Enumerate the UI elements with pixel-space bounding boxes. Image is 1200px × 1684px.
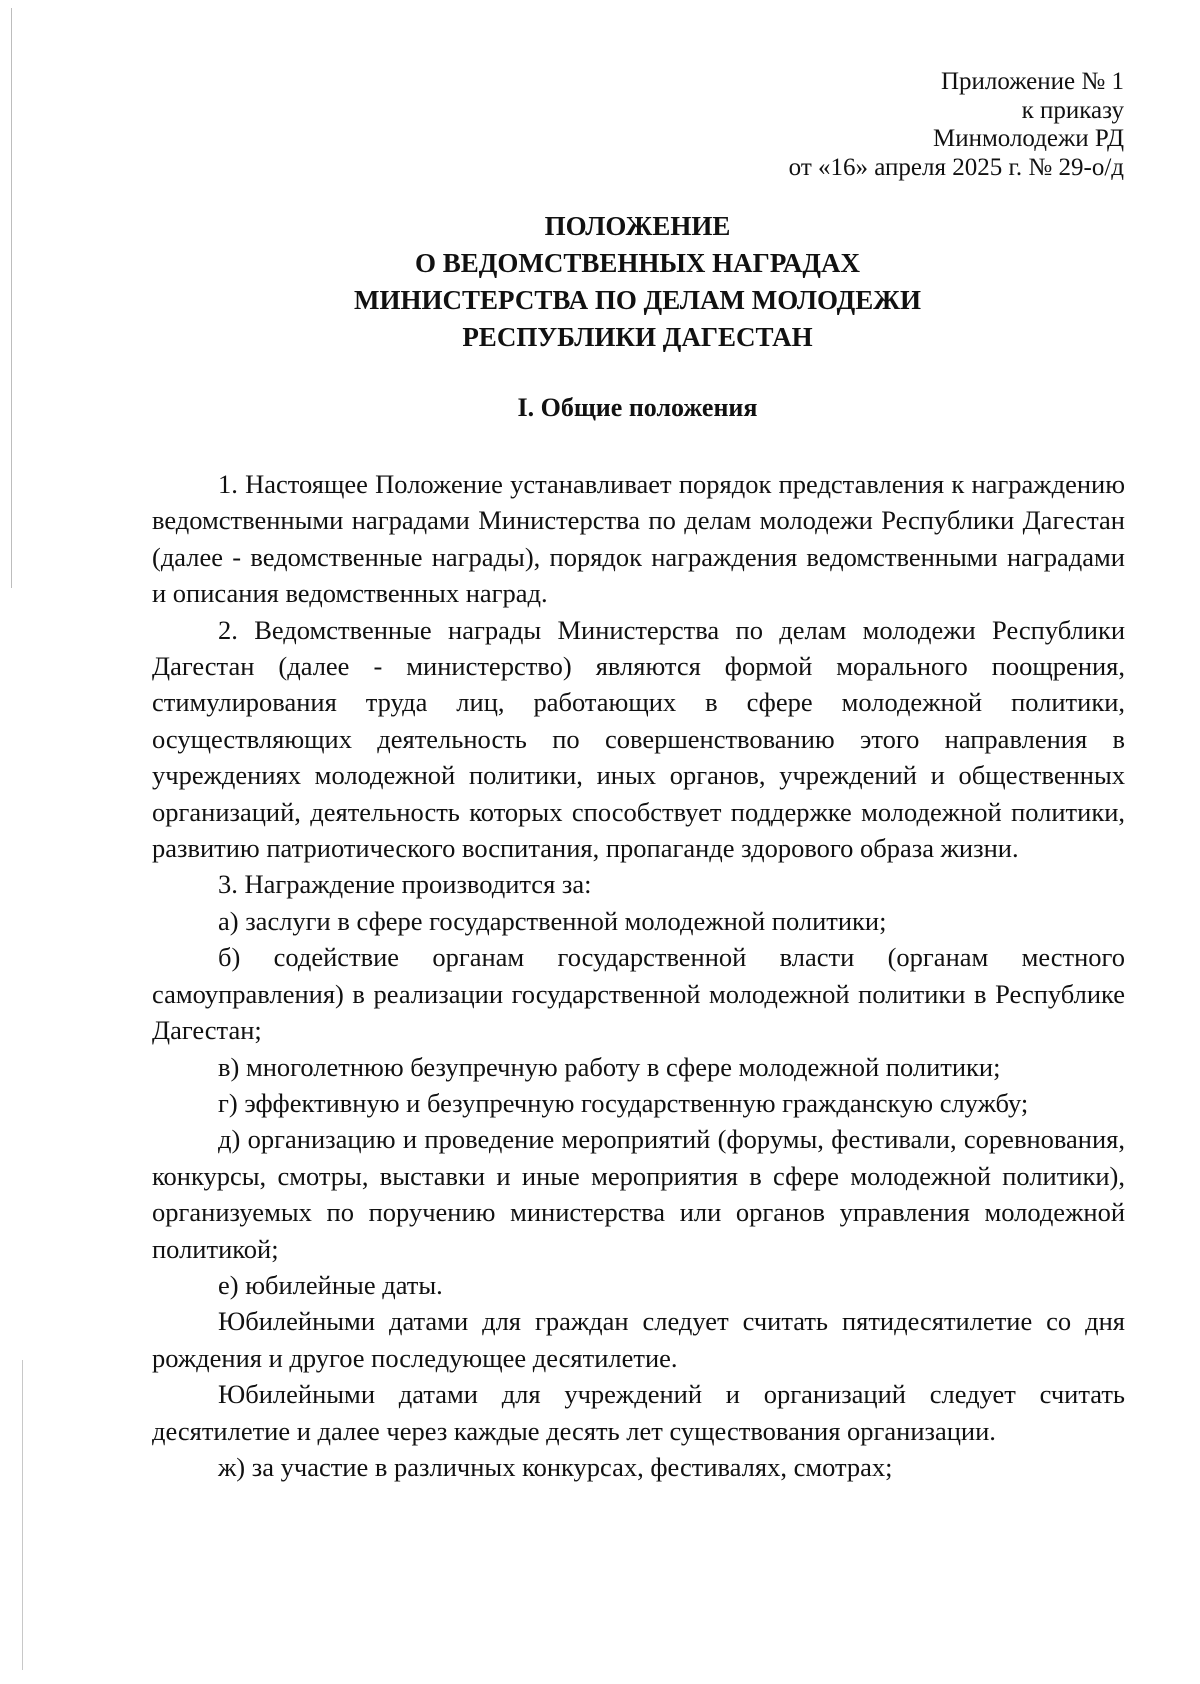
- paragraph-1: 1. Настоящее Положение устанавливает порядок представления к награждению ведомственными наградами Министерства по делам молодежи Республики Дагестан (далее - ведомственные награды), порядок награждения ведомственными наградами и описания ведомственных наград.: [152, 469, 1125, 609]
- jubilee-citizens-paragraph: Юбилейными датами для граждан следует считать пятидесятилетие со дня рождения и другое последующее десятилетие.: [152, 1306, 1125, 1373]
- list-item-zh: ж) за участие в различных конкурсах, фестивалях, смотрах;: [218, 1451, 893, 1482]
- scan-edge-line: [22, 1360, 23, 1670]
- section-body: [152, 466, 1125, 1485]
- list-item-v: в) многолетнюю безупречную работу в сфере молодежной политики;: [218, 1051, 1001, 1082]
- section-heading: I. Общие положения: [517, 393, 758, 422]
- title-line: ПОЛОЖЕНИЕ: [544, 211, 731, 241]
- paragraph-3: 3. Награждение производится за:: [218, 869, 592, 900]
- appendix-reference: [789, 68, 1124, 182]
- list-item-a: а) заслуги в сфере государственной молодежной политики;: [218, 905, 887, 936]
- list-item-g: г) эффективную и безупречную государственную гражданскую службу;: [218, 1087, 1029, 1118]
- scan-edge-line: [11, 8, 12, 588]
- paragraph-2: 2. Ведомственные награды Министерства по делам молодежи Республики Дагестан (далее - министерство) являются формой морального поощрения, стимулирования труда лиц, работающих в сфере молодежной политики, осуществляющих деятельность по совершенствованию этого направления в учреждениях молодежной политики, иных органов, учреждений и общественных организаций, деятельность которых способствует поддержке молодежной политики, развитию патриотического воспитания, пропаганде здорового образа жизни.: [152, 614, 1125, 864]
- title-line: РЕСПУБЛИКИ ДАГЕСТАН: [462, 322, 813, 352]
- title-line: О ВЕДОМСТВЕННЫХ НАГРАДАХ: [415, 248, 860, 278]
- appendix-order-label: к приказу: [1021, 96, 1124, 124]
- appendix-ministry: Минмолодежи РД: [932, 125, 1124, 152]
- document-title: [150, 208, 1125, 356]
- appendix-date-number: от «16» апреля 2025 г. № 29-о/д: [788, 153, 1124, 181]
- list-item-d: д) организацию и проведение мероприятий (форумы, фестивали, соревнования, конкурсы, смотры, выставки и иные мероприятия в сфере молодежной политики), организуемых по поручению министерства или органов управления молодежной политикой;: [152, 1124, 1125, 1264]
- list-item-b: б) содействие органам государственной власти (органам местного самоуправления) в реализации государственной молодежной политики в Республике Дагестан;: [152, 942, 1125, 1046]
- appendix-number: Приложение № 1: [940, 68, 1124, 95]
- jubilee-orgs-paragraph: Юбилейными датами для учреждений и организаций следует считать десятилетие и далее через каждые десять лет существования организации.: [152, 1379, 1125, 1446]
- list-item-e: е) юбилейные даты.: [218, 1269, 443, 1300]
- title-line: МИНИСТЕРСТВА ПО ДЕЛАМ МОЛОДЕЖИ: [354, 285, 921, 315]
